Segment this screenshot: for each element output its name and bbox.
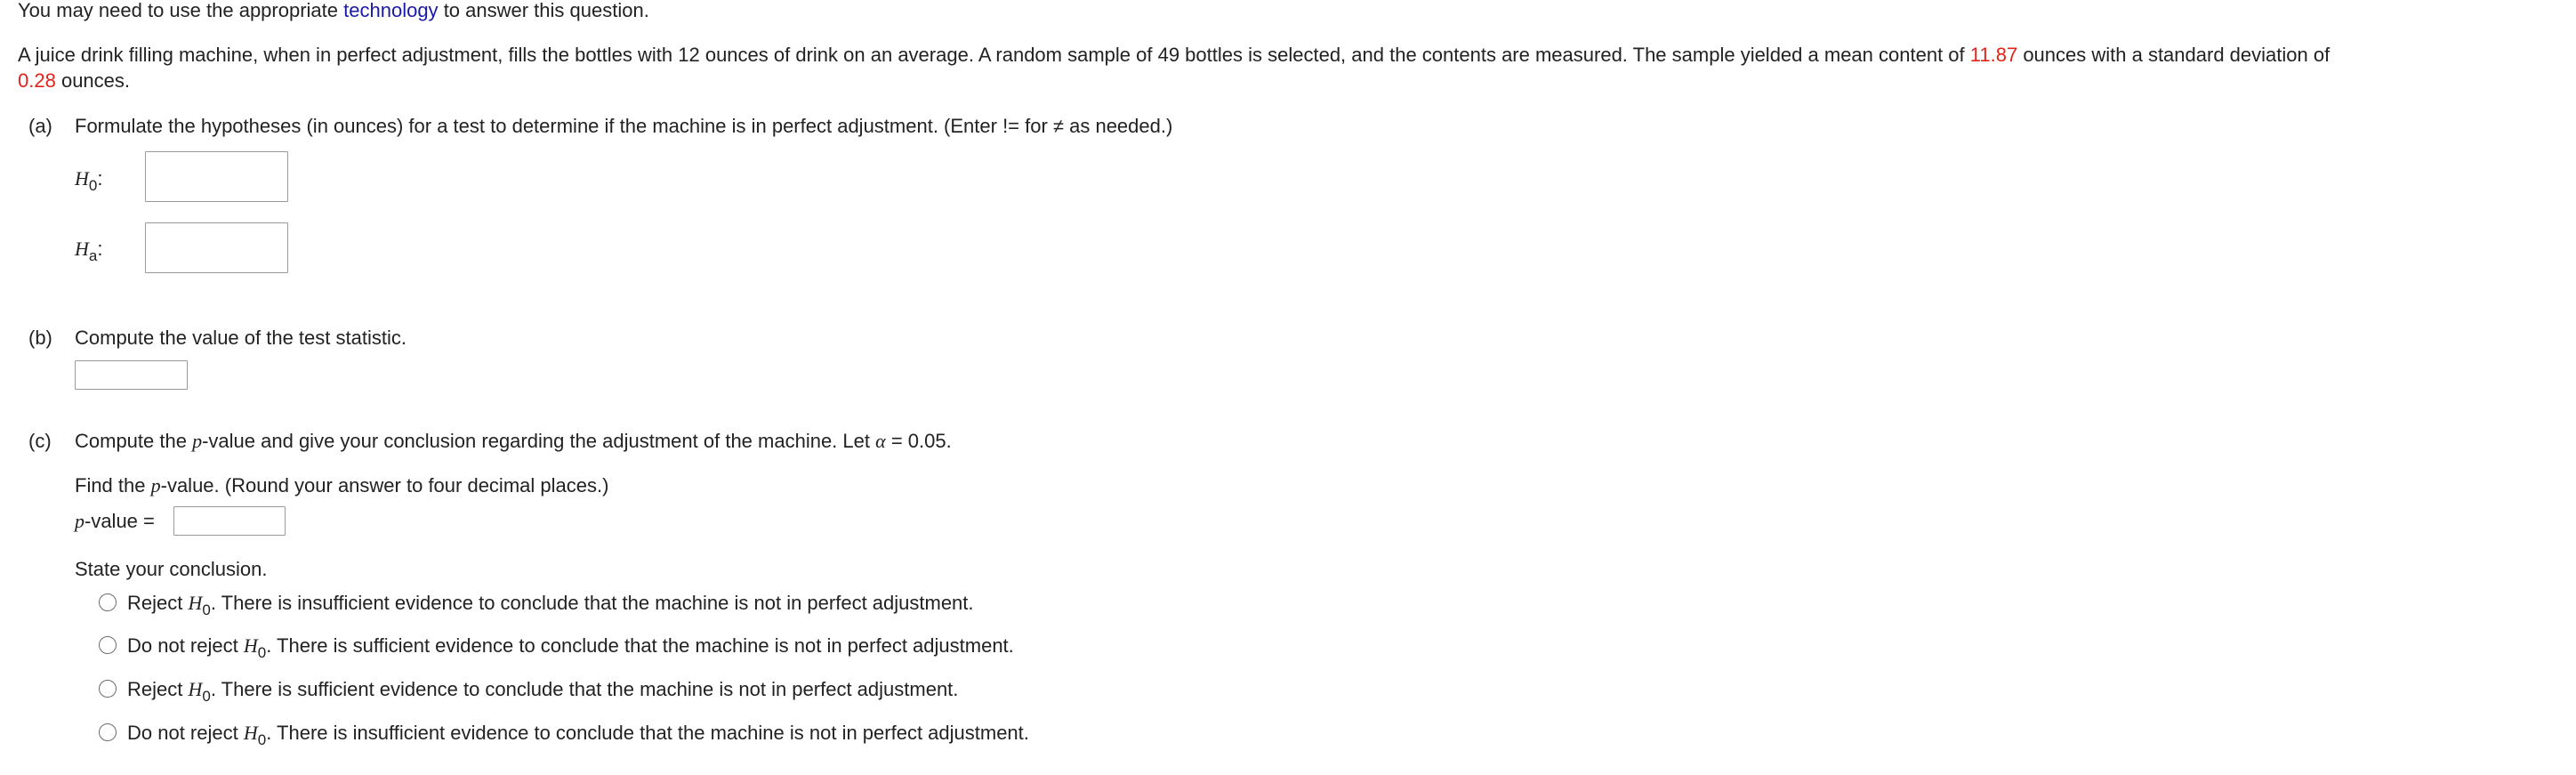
option-2-h: H bbox=[243, 634, 258, 657]
option-4-sub: 0 bbox=[257, 731, 267, 748]
ha-colon: : bbox=[97, 238, 103, 260]
option-4-pre: Do not reject bbox=[127, 722, 238, 744]
part-c-label: (c) bbox=[28, 430, 52, 452]
h0-subscript: 0 bbox=[88, 177, 98, 194]
option-1-label[interactable] bbox=[127, 592, 974, 617]
problem-text-2: ounces with a standard deviation of bbox=[2023, 44, 2330, 66]
part-c-text-mid: -value and give your conclusion regarding the adjustment of the machine. Let bbox=[202, 430, 870, 452]
pvalue-p: p bbox=[75, 510, 85, 532]
find-pvalue-instruction bbox=[75, 474, 608, 497]
option-3-label[interactable] bbox=[127, 678, 958, 703]
problem-line-1 bbox=[18, 44, 2330, 67]
option-4-h: H bbox=[243, 722, 258, 744]
intro-text-pre: You may need to use the appropriate bbox=[18, 0, 339, 21]
pvalue-input[interactable] bbox=[173, 506, 286, 536]
part-c-question bbox=[75, 430, 952, 453]
pvalue-label bbox=[75, 510, 155, 533]
part-c-p: p bbox=[192, 430, 203, 452]
option-1-radio[interactable] bbox=[99, 593, 117, 611]
technology-link[interactable]: technology bbox=[343, 0, 439, 21]
option-3-h: H bbox=[188, 678, 203, 700]
option-2-sub: 0 bbox=[257, 644, 267, 661]
ha-symbol: H bbox=[75, 238, 89, 260]
part-a-label: (a) bbox=[28, 115, 52, 137]
option-2-label[interactable] bbox=[127, 634, 1014, 659]
problem-line-2 bbox=[18, 69, 130, 93]
option-1-post: . There is insufficient evidence to conclude that the machine is not in perfect adjustment. bbox=[210, 592, 974, 614]
problem-text-1: A juice drink filling machine, when in perfect adjustment, fills the bottles with 12 ounces of drink on an average. A random sample of 49 bottles is selected, and the contents are measured. The sample yielded a mean content of bbox=[18, 44, 1965, 66]
option-3-post: . There is sufficient evidence to conclude that the machine is not in perfect adjustment. bbox=[210, 678, 959, 700]
option-4-label[interactable] bbox=[127, 722, 1029, 747]
find-text-post: -value. (Round your answer to four decimal places.) bbox=[160, 474, 609, 496]
option-2-radio[interactable] bbox=[99, 636, 117, 654]
find-text-pre: Find the bbox=[75, 474, 146, 496]
part-c-text-pre: Compute the bbox=[75, 430, 187, 452]
sample-sd-value: 0.28 bbox=[18, 69, 56, 92]
h0-symbol: H bbox=[75, 167, 89, 190]
sample-mean-value: 11.87 bbox=[1969, 44, 2018, 66]
option-1-sub: 0 bbox=[202, 601, 211, 618]
option-4-radio[interactable] bbox=[99, 723, 117, 741]
alpha-symbol: α bbox=[875, 430, 886, 452]
option-1-pre: Reject bbox=[127, 592, 183, 614]
option-1-h: H bbox=[188, 592, 203, 614]
part-a-question: Formulate the hypotheses (in ounces) for a test to determine if the machine is in perfect adjustment. (Enter != for ≠ as needed.) bbox=[75, 115, 1173, 137]
intro-text-post: to answer this question. bbox=[443, 0, 649, 21]
option-2-pre: Do not reject bbox=[127, 634, 238, 657]
part-b-label: (b) bbox=[28, 327, 52, 349]
option-4-post: . There is insufficient evidence to conclude that the machine is not in perfect adjustment. bbox=[266, 722, 1029, 744]
part-b-question: Compute the value of the test statistic. bbox=[75, 327, 407, 349]
option-3-sub: 0 bbox=[202, 688, 211, 705]
part-c-text-post: = 0.05. bbox=[890, 430, 952, 452]
conclusion-label: State your conclusion. bbox=[75, 558, 268, 580]
option-2-post: . There is sufficient evidence to conclude that the machine is not in perfect adjustment. bbox=[266, 634, 1014, 657]
test-statistic-input[interactable] bbox=[75, 360, 188, 390]
ha-label bbox=[75, 238, 102, 262]
find-p: p bbox=[150, 474, 161, 496]
problem-text-3: ounces. bbox=[60, 69, 131, 92]
pvalue-label-text: -value = bbox=[85, 510, 155, 532]
h0-label bbox=[75, 167, 102, 192]
ha-input[interactable] bbox=[145, 222, 288, 273]
ha-subscript: a bbox=[88, 247, 98, 264]
h0-input[interactable] bbox=[145, 151, 288, 202]
option-3-radio[interactable] bbox=[99, 680, 117, 698]
h0-colon: : bbox=[97, 167, 103, 190]
option-3-pre: Reject bbox=[127, 678, 183, 700]
intro-line bbox=[18, 0, 649, 22]
